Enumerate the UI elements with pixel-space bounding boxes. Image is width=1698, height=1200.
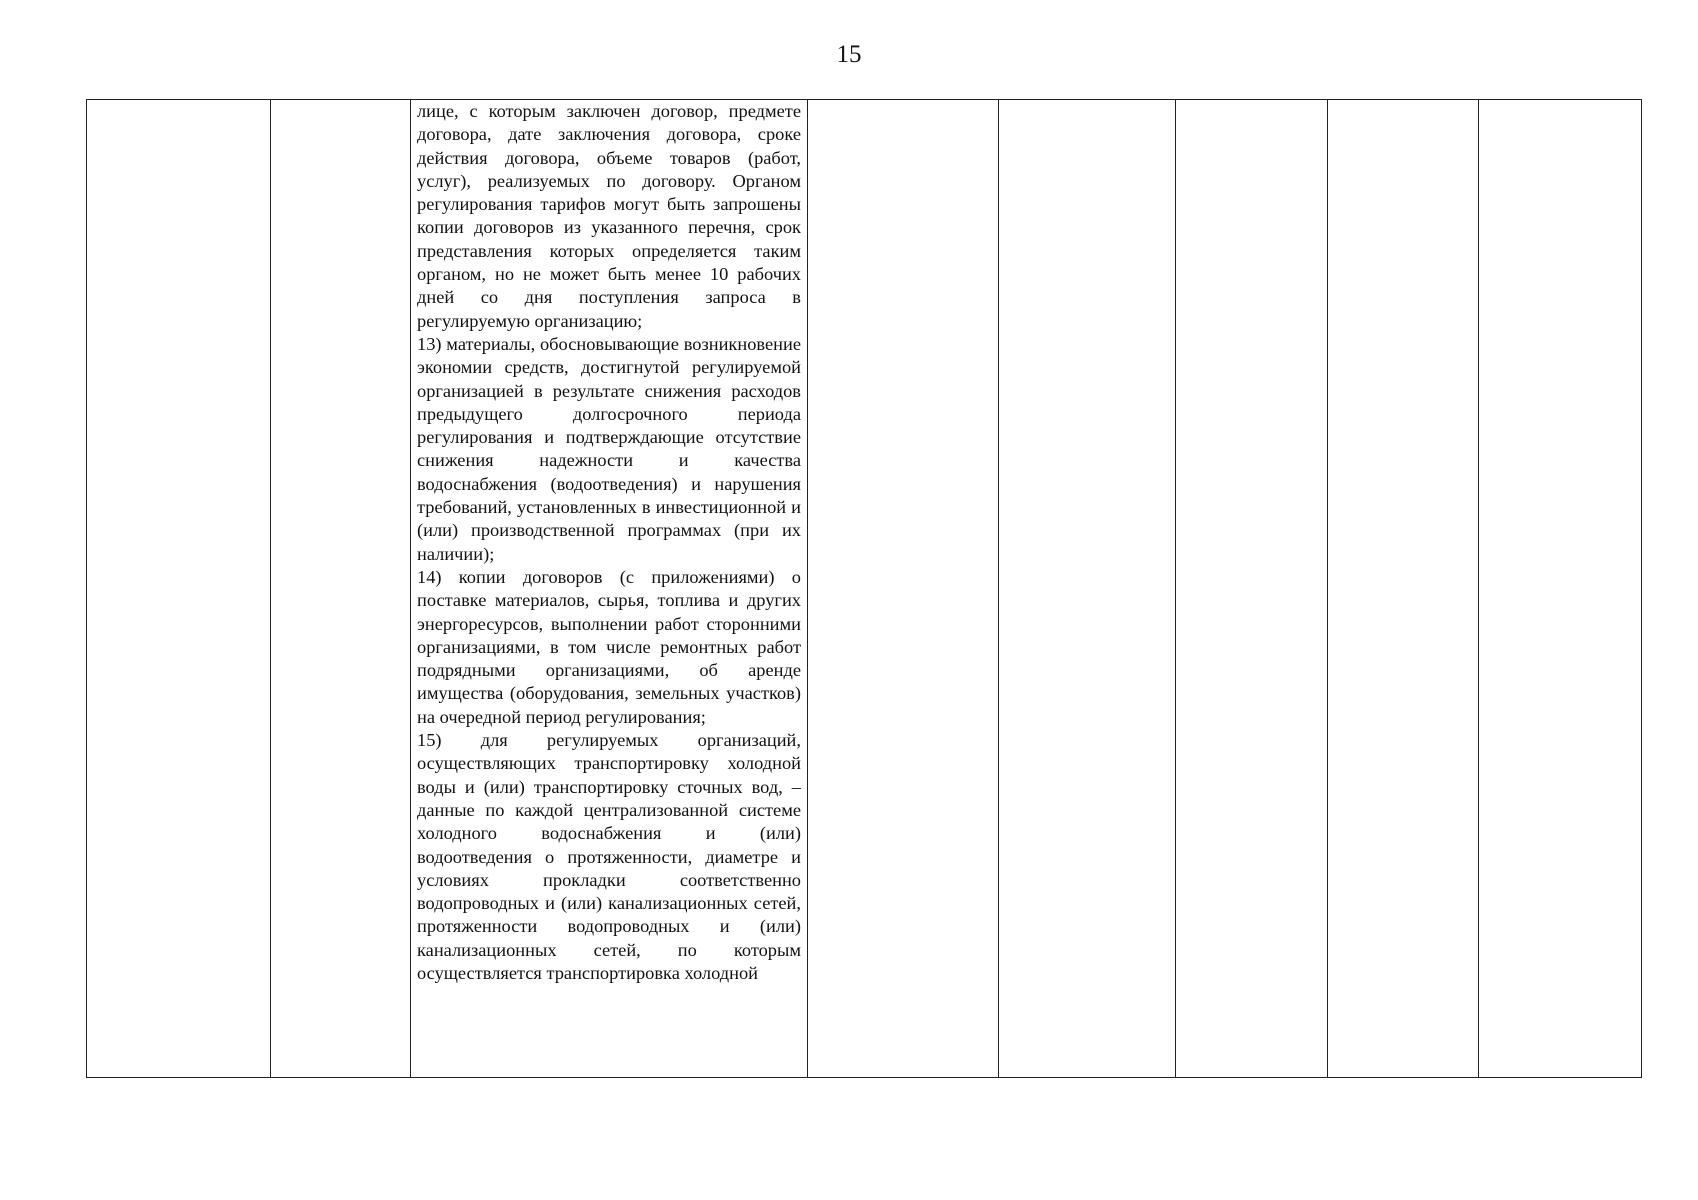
paragraph-item-15: 15) для регулируемых организаций, осуществляющих транспортировку холодной воды и (или) транспортировку сточных вод, – данные по каждой централизованной системе холодного водоснабжения и (или) водоотведения о протяженности, диаметре и условиях прокладки соответственно водопроводных и (или) канализационных сетей, протяженности водопроводных и (или) канализационных сетей, по которым осуществляется транспортировка холодной bbox=[417, 730, 801, 983]
paragraph-contract-info: лице, с которым заключен договор, предмете договора, дате заключения договора, сроке действия договора, объеме товаров (работ, услуг), реализуемых по договору. Органом регулирования тарифов могут быть запрошены копии договоров из указанного перечня, срок представления которых определяется таким органом, но не может быть менее 10 рабочих дней со дня поступления запроса в регулируемую организацию; bbox=[417, 101, 801, 331]
table-cell-col4 bbox=[808, 100, 999, 1078]
document-table bbox=[86, 99, 1642, 1078]
table-cell-requirements-text bbox=[411, 100, 808, 1078]
table-cell-col6 bbox=[1176, 100, 1328, 1078]
table-cell-col2 bbox=[271, 100, 411, 1078]
table-row bbox=[87, 100, 1642, 1078]
table-cell-col8 bbox=[1479, 100, 1642, 1078]
requirements-text bbox=[417, 100, 801, 985]
table-cell-col1 bbox=[87, 100, 271, 1078]
paragraph-item-13: 13) материалы, обосновывающие возникновение экономии средств, достигнутой регулируемой организацией в результате снижения расходов предыдущего долгосрочного периода регулирования и подтверждающие отсутствие снижения надежности и качества водоснабжения (водоотведения) и нарушения требований, установленных в инвестиционной и (или) производственной программах (при их наличии); bbox=[417, 333, 801, 564]
paragraph-item-14: 14) копии договоров (с приложениями) о поставке материалов, сырья, топлива и других энергоресурсов, выполнении работ сторонними организациями, в том числе ремонтных работ подрядными организациями, об аренде имущества (оборудования, земельных участков) на очередной период регулирования; bbox=[417, 566, 801, 727]
table-cell-col7 bbox=[1328, 100, 1479, 1078]
page-number: 15 bbox=[836, 41, 862, 68]
table-cell-col5 bbox=[999, 100, 1176, 1078]
